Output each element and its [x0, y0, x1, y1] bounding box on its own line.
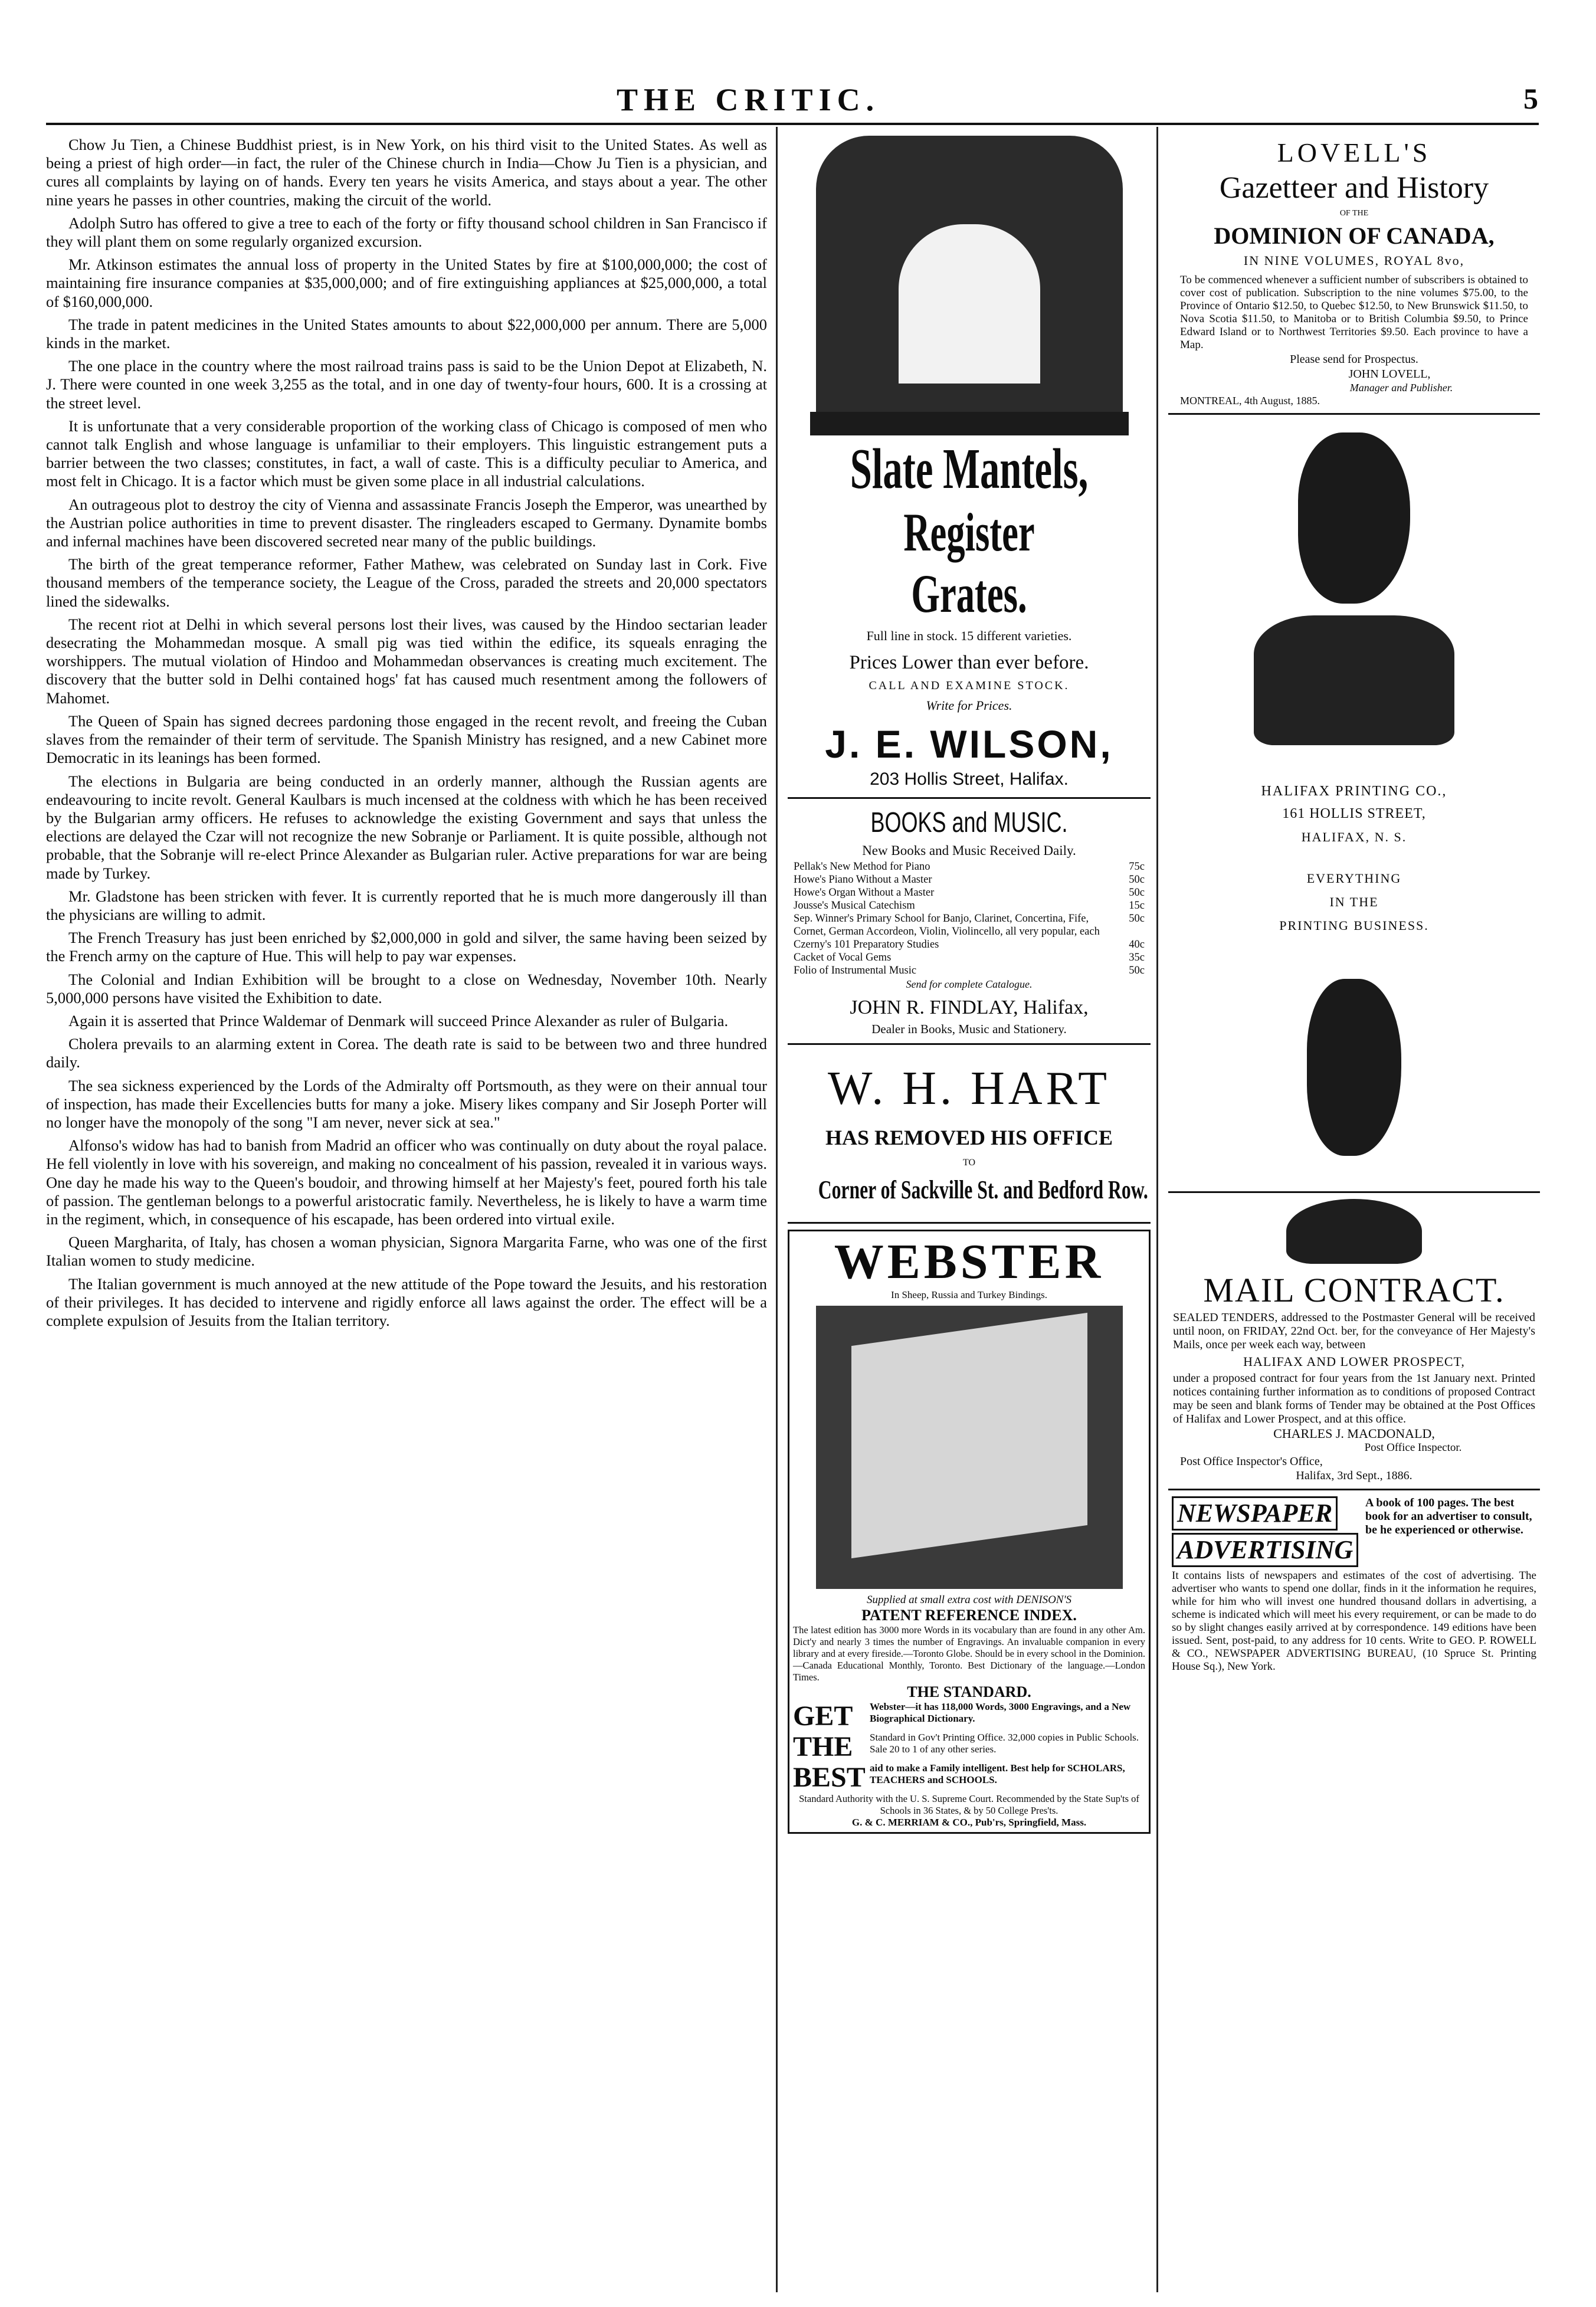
books-list: [788, 860, 1151, 977]
news-paragraph: Again it is asserted that Prince Waldemar of Denmark will succeed Prince Alexander as ruler of Bulgaria.: [68, 1011, 729, 1030]
ad-name: J. E. WILSON,: [825, 722, 1113, 766]
ad-text: Write for Prices.: [926, 698, 1012, 713]
news-paragraph: It is unfortunate that a very considerable proportion of the working class of Chicago is composed of men who cannot talk English and whose language is unfamiliar to their employers. This linguistic estrangement puts a barrier between the two classes; constitutes, in fact, a wall of caste. This is a difficulty peculiar to America, and most felt in Chicago. It is a factor which must be given some place in all industrial calculations.: [46, 417, 767, 490]
page-number: 5: [1523, 82, 1538, 115]
ad-heading: WEBSTER: [834, 1234, 1105, 1289]
pointing-hand-icon: [1298, 432, 1410, 604]
mantel-illustration: [816, 136, 1123, 431]
ad-text: HALIFAX, N. S.: [1301, 830, 1407, 844]
publication-title: THE CRITIC.: [617, 82, 880, 117]
ad-text: PRINTING BUSINESS.: [1279, 918, 1429, 933]
news-paragraph: Adolph Sutro has offered to give a tree to each of the forty or fifty thousand school children in San Francisco if they will plant them on some regularly organized excursion.: [46, 214, 767, 251]
news-paragraph: An outrageous plot to destroy the city of Vienna and assassinate Francis Joseph the Emperor, was unearthed by the Austrian police authorities in time to prevent disaster. The ringleaders escaped to Germany. Dynamite bombs and infernal machines have been discovered secreted near many of the public buildings.: [46, 495, 767, 550]
hart-ad: [788, 1051, 1151, 1216]
ad-text: Full line in stock. 15 different varieties.: [866, 628, 1072, 643]
book-price: 50c: [1129, 913, 1145, 925]
ad-name: JOHN R. FINDLAY, Halifax,: [850, 997, 1089, 1018]
ad-heading: MAIL CONTRACT.: [1203, 1271, 1505, 1309]
ad-heading: NEWSPAPER: [1172, 1496, 1338, 1531]
news-paragraph: The recent riot at Delhi in which several persons lost their lives, was caused by the Hindoo sectarian leader desecrating the Mohammedan mosque. A small pig was tied within the edifice, its squeals enraging the worshippers. The mutual violation of Hindoo and Mohammedan observances is creating much excitement. The discovery that the butter sold in Delhi contained hogs' fat has caused much resentment among the followers of Mahomet.: [46, 615, 767, 707]
ad-text: Send for complete Catalogue.: [906, 978, 1033, 990]
printing-ad: [1168, 432, 1540, 1156]
news-paragraph: The one place in the country where the most railroad trains pass is said to be the Union Depot at Elizabeth, N. J. There were counted in one week 3,255 as the total, and in one day of twenty-four hours, 600. It is a crossing at the street level.: [46, 357, 767, 412]
book-title: Howe's Piano Without a Master: [794, 874, 932, 886]
news-paragraph: Alfonso's widow has had to banish from Madrid an officer who was continually on duty about the royal palace. He fell violently in love with his sovereign, and making no concealment of his passion, revealed it in various ways. One day he made his way to the Queen's boudoir, and throwing himself at her Majesty's feet, poured forth his tale of passion. The gentleman belongs to a powerful aristocratic family. Nevertheless, he is likely to have a warm time in the regiment, which, in consequence of his escapade, has been ordered into virtual exile.: [46, 1136, 767, 1228]
book-title: Howe's Organ Without a Master: [794, 887, 935, 899]
webster-ad: [788, 1230, 1151, 1834]
column-divider-1: [776, 127, 778, 2292]
ad-text: The latest edition has 3000 more Words in its vocabulary than are found in any other Am. Dict'y and nearly 3 times the number of Engravings. An invaluable companion in every library and at every fireside.—Toronto Globe. Should be in every school in the Dominion.—Canada Educational Monthly, Toronto. Best Dictionary of the language.—London Times.: [793, 1624, 1145, 1683]
masthead: [0, 81, 1596, 123]
ad-text: A book of 100 pages. The best book for an advertiser to consult, be he experienced or otherwise.: [1365, 1496, 1532, 1536]
book-title: Cacket of Vocal Gems: [794, 952, 892, 964]
newspaper-advertising-ad: [1168, 1496, 1540, 1673]
news-paragraph: Mr. Atkinson estimates the annual loss of property in the United States by fire at $100,000,000; the cost of maintaining fire insurance companies at $35,000,000; and of fire extinguishing appliances at $25,000,000, a total of $160,000,000.: [46, 255, 767, 310]
printing-press-icon: [1254, 615, 1454, 745]
ad-heading: PATENT REFERENCE INDEX.: [861, 1607, 1077, 1624]
book-title: Folio of Instrumental Music: [794, 965, 917, 976]
book-title: Czerny's 101 Preparatory Studies: [794, 939, 939, 951]
ad-text: To be commenced whenever a sufficient number of subscribers is obtained to cover cost of publication. Subscription to the nine volumes $75.00, to the Province of Ontario $12.50, to Quebec $12.50, to New Brunswick $11.50, to Nova Scotia $11.50, to Manitoba or to British Columbia $9.50, to Prince Edward Island or to Northwest Territories $9.50. Each province to have a Map.: [1180, 274, 1528, 351]
column-divider-2: [1156, 127, 1158, 2292]
news-paragraph: The trade in patent medicines in the United States amounts to about $22,000,000 per annum. There are 5,000 kinds in the market.: [46, 315, 767, 352]
ad-name: CHARLES J. MACDONALD,: [1273, 1426, 1435, 1441]
royal-arms-icon: [1286, 1199, 1422, 1264]
ad-heading: Slate Mantels,: [850, 437, 1089, 501]
book-list-item: [788, 886, 1151, 899]
ad-heading: BOOKS and MUSIC.: [870, 807, 1068, 838]
news-paragraph: The birth of the great temperance reformer, Father Mathew, was celebrated on Sunday last in Cork. Five thousand members of the temperance society, the League of the Cross, paraded the streets and 20,000 spectators lined the sidewalks.: [46, 555, 767, 610]
news-column: [46, 136, 767, 1335]
ad-text: TO: [962, 1158, 976, 1168]
ad-heading: Register Grates.: [903, 502, 1035, 624]
book-list-item: [788, 912, 1151, 938]
advertisement-column-right: [1168, 136, 1540, 1673]
book-title: Sep. Winner's Primary School for Banjo, Clarinet, Concertina, Fife, Cornet, German Accordeon, Violin, Violincello, all very popular, each: [794, 913, 1100, 938]
advertisement-column-center: [788, 136, 1151, 1834]
ad-text: Webster—it has 118,000 Words, 3000 Engravings, and a New Biographical Dictionary.: [870, 1701, 1131, 1724]
news-paragraph: Cholera prevails to an alarming extent in Corea. The death rate is said to be between two and three hundred daily.: [46, 1035, 767, 1071]
ad-heading: THE: [793, 1731, 853, 1762]
ad-heading: HAS REMOVED HIS OFFICE: [825, 1126, 1113, 1149]
book-title: Jousse's Musical Catechism: [794, 900, 915, 912]
ad-heading: GET: [793, 1700, 853, 1732]
ad-text: Standard Authority with the U. S. Supreme Court. Recommended by the State Sup'ts of Schools in 36 States, & by 50 College Pres'ts.: [799, 1793, 1139, 1816]
book-price: 40c: [1129, 939, 1145, 951]
wilson-ad: [788, 136, 1151, 791]
dictionary-illustration: [816, 1306, 1123, 1589]
ad-text: HALIFAX AND LOWER PROSPECT,: [1243, 1354, 1465, 1369]
ad-text: It contains lists of newspapers and estimates of the cost of advertising. The advertiser who wants to spend one dollar, finds in it the information he requires, while for him who will invest one hundred thousand dollars in advertising, a scheme is indicated which will meet his every requirement, or can be made to do so by slight changes easily arrived at by correspondence. 149 editions have been issued. Sent, post-paid, to any address for 10 cents. Write to GEO. P. ROWELL & CO., NEWSPAPER ADVERTISING BUREAU, (10 Spruce St. Printing House Sq.), New York.: [1172, 1569, 1536, 1673]
book-list-item: [788, 938, 1151, 951]
ad-heading: THE STANDARD.: [907, 1683, 1031, 1700]
ad-text: SEALED TENDERS, addressed to the Postmaster General will be received until noon, on FRIDAY, 22nd Oct. ber, for the conveyance of Her Majesty's Mails, once per week each way, between: [1173, 1311, 1535, 1351]
pointing-hand-icon: [1307, 979, 1401, 1156]
ad-text: Post Office Inspector.: [1364, 1441, 1462, 1454]
books-ad: [788, 805, 1151, 1037]
book-price: 15c: [1129, 900, 1145, 912]
ad-text: 161 HOLLIS STREET,: [1282, 806, 1426, 821]
news-paragraph: The elections in Bulgaria are being conducted in an orderly manner, although the Russian agents are endeavouring to incite revolt. General Kaulbars is much incensed at the coldness with which he has been received by the Bulgarian army officers. He refuses to acknowledge the existing Government and says that unless the elections are delayed the Czar will not recognize the new Sobranje or Parliament. It is quite possible, although not probable, that the Sobranje will re-elect Prince Alexander as Bulgarian ruler. Active preparations for war are being made by Turkey.: [46, 772, 767, 882]
news-paragraph: The sea sickness experienced by the Lords of the Admiralty off Portsmouth, as they were on their annual tour of inspection, has made their Excellencies butts for many a joke. Misery likes company and Sir Joseph Porter will no longer have the monopoly of the song "I am never, never sick at sea.": [46, 1076, 767, 1131]
book-price: 35c: [1129, 952, 1145, 964]
book-price: 50c: [1129, 887, 1145, 899]
book-price: 50c: [1129, 965, 1145, 976]
ad-text: EVERYTHING: [1306, 871, 1402, 886]
ad-name: JOHN LOVELL,: [1348, 368, 1431, 381]
ad-text: Post Office Inspector's Office,: [1180, 1455, 1323, 1468]
book-list-item: [788, 964, 1151, 977]
ad-text: IN NINE VOLUMES, ROYAL 8vo,: [1243, 253, 1465, 268]
ad-text: IN THE: [1329, 894, 1379, 909]
ad-heading: Corner of Sackville St. and Bedford Row.: [818, 1175, 1148, 1204]
ad-text: G. & C. MERRIAM & CO., Pub'rs, Springfield, Mass.: [851, 1817, 1087, 1828]
ad-heading: BEST: [793, 1762, 866, 1793]
ad-text: aid to make a Family intelligent. Best help for SCHOLARS, TEACHERS and SCHOOLS.: [870, 1762, 1125, 1785]
ad-text: OF THE: [1339, 209, 1369, 218]
news-paragraph: Chow Ju Tien, a Chinese Buddhist priest, is in New York, on his third visit to the United States. As well as being a priest of high order—in fact, the ruler of the Chinese church in India—Chow Ju Tien is a physician, and cures all complaints by laying on of hands. Every ten years he visits America, and stays about a year. The other nine years he passes in other countries, making the circuit of the world.: [46, 136, 767, 209]
lovell-ad: [1168, 136, 1540, 407]
book-title: Pellak's New Method for Piano: [794, 861, 930, 873]
ad-text: Dealer in Books, Music and Stationery.: [871, 1022, 1067, 1036]
news-paragraph: The Colonial and Indian Exhibition will be brought to a close on Wednesday, November 10th. Nearly 5,000,000 persons have visited the Exhibition to date.: [46, 970, 767, 1007]
news-paragraph: The French Treasury has just been enriched by $2,000,000 in gold and silver, the same having been seized by the French army on the capture of Hue. This will help to pay war expenses.: [46, 929, 767, 965]
news-paragraph: The Italian government is much annoyed at the new attitude of the Pope toward the Jesuits, and his restoration of their privileges. It has decided to intervene and rigidly enforce all laws against the order. The effect will be a complete expulsion of Jesuits from the Italian territory.: [46, 1274, 767, 1329]
ad-heading: LOVELL'S: [1277, 137, 1431, 168]
news-paragraph: Queen Margharita, of Italy, has chosen a woman physician, Signora Margarita Farne, who was one of the first Italian women to study medicine.: [46, 1233, 767, 1270]
mail-contract-ad: [1168, 1199, 1540, 1483]
ad-text: Standard in Gov't Printing Office. 32,000 copies in Public Schools. Sale 20 to 1 of any other series.: [870, 1732, 1139, 1755]
book-price: 75c: [1129, 861, 1145, 873]
ad-subheading: New Books and Music Received Daily.: [862, 843, 1076, 858]
ad-heading: DOMINION OF CANADA,: [1214, 222, 1495, 249]
book-list-item: [788, 873, 1151, 886]
book-price: 50c: [1129, 874, 1145, 886]
ad-text: MONTREAL, 4th August, 1885.: [1180, 395, 1320, 407]
ad-heading: ADVERTISING: [1172, 1533, 1358, 1567]
ad-text: HALIFAX PRINTING CO.,: [1261, 784, 1447, 799]
book-list-item: [788, 951, 1151, 964]
ad-text: CALL AND EXAMINE STOCK.: [869, 679, 1070, 692]
ad-text: Supplied at small extra cost with DENISON'S: [866, 1594, 1072, 1606]
ad-text: Please send for Prospectus.: [1290, 353, 1418, 366]
book-list-item: [788, 860, 1151, 873]
ad-text: In Sheep, Russia and Turkey Bindings.: [891, 1289, 1047, 1300]
book-list-item: [788, 899, 1151, 912]
ad-text: Prices Lower than ever before.: [849, 652, 1089, 673]
ad-text: Manager and Publisher.: [1349, 382, 1453, 394]
header-rule: [46, 123, 1539, 125]
ad-text: Halifax, 3rd Sept., 1886.: [1296, 1469, 1413, 1482]
ad-address: 203 Hollis Street, Halifax.: [870, 769, 1069, 789]
ad-heading: Gazetteer and History: [1219, 171, 1489, 205]
news-paragraph: The Queen of Spain has signed decrees pardoning those engaged in the recent revolt, and freeing the Cuban slaves from the remainder of their term of servitude. The Spanish Ministry has resigned, and a new Cabinet more Democratic in its leanings has been formed.: [46, 712, 767, 767]
news-paragraph: Mr. Gladstone has been stricken with fever. It is currently reported that he is much more dangerously ill than the physicians are willing to admit.: [46, 887, 767, 923]
ad-text: under a proposed contract for four years from the 1st January next. Printed notices containing further information as to conditions of proposed Contract may be seen and blank forms of Tender may be obtained at the Post Offices of Halifax and Lower Prospect, and at this office.: [1173, 1372, 1535, 1426]
ad-name: W. H. HART: [828, 1063, 1110, 1115]
